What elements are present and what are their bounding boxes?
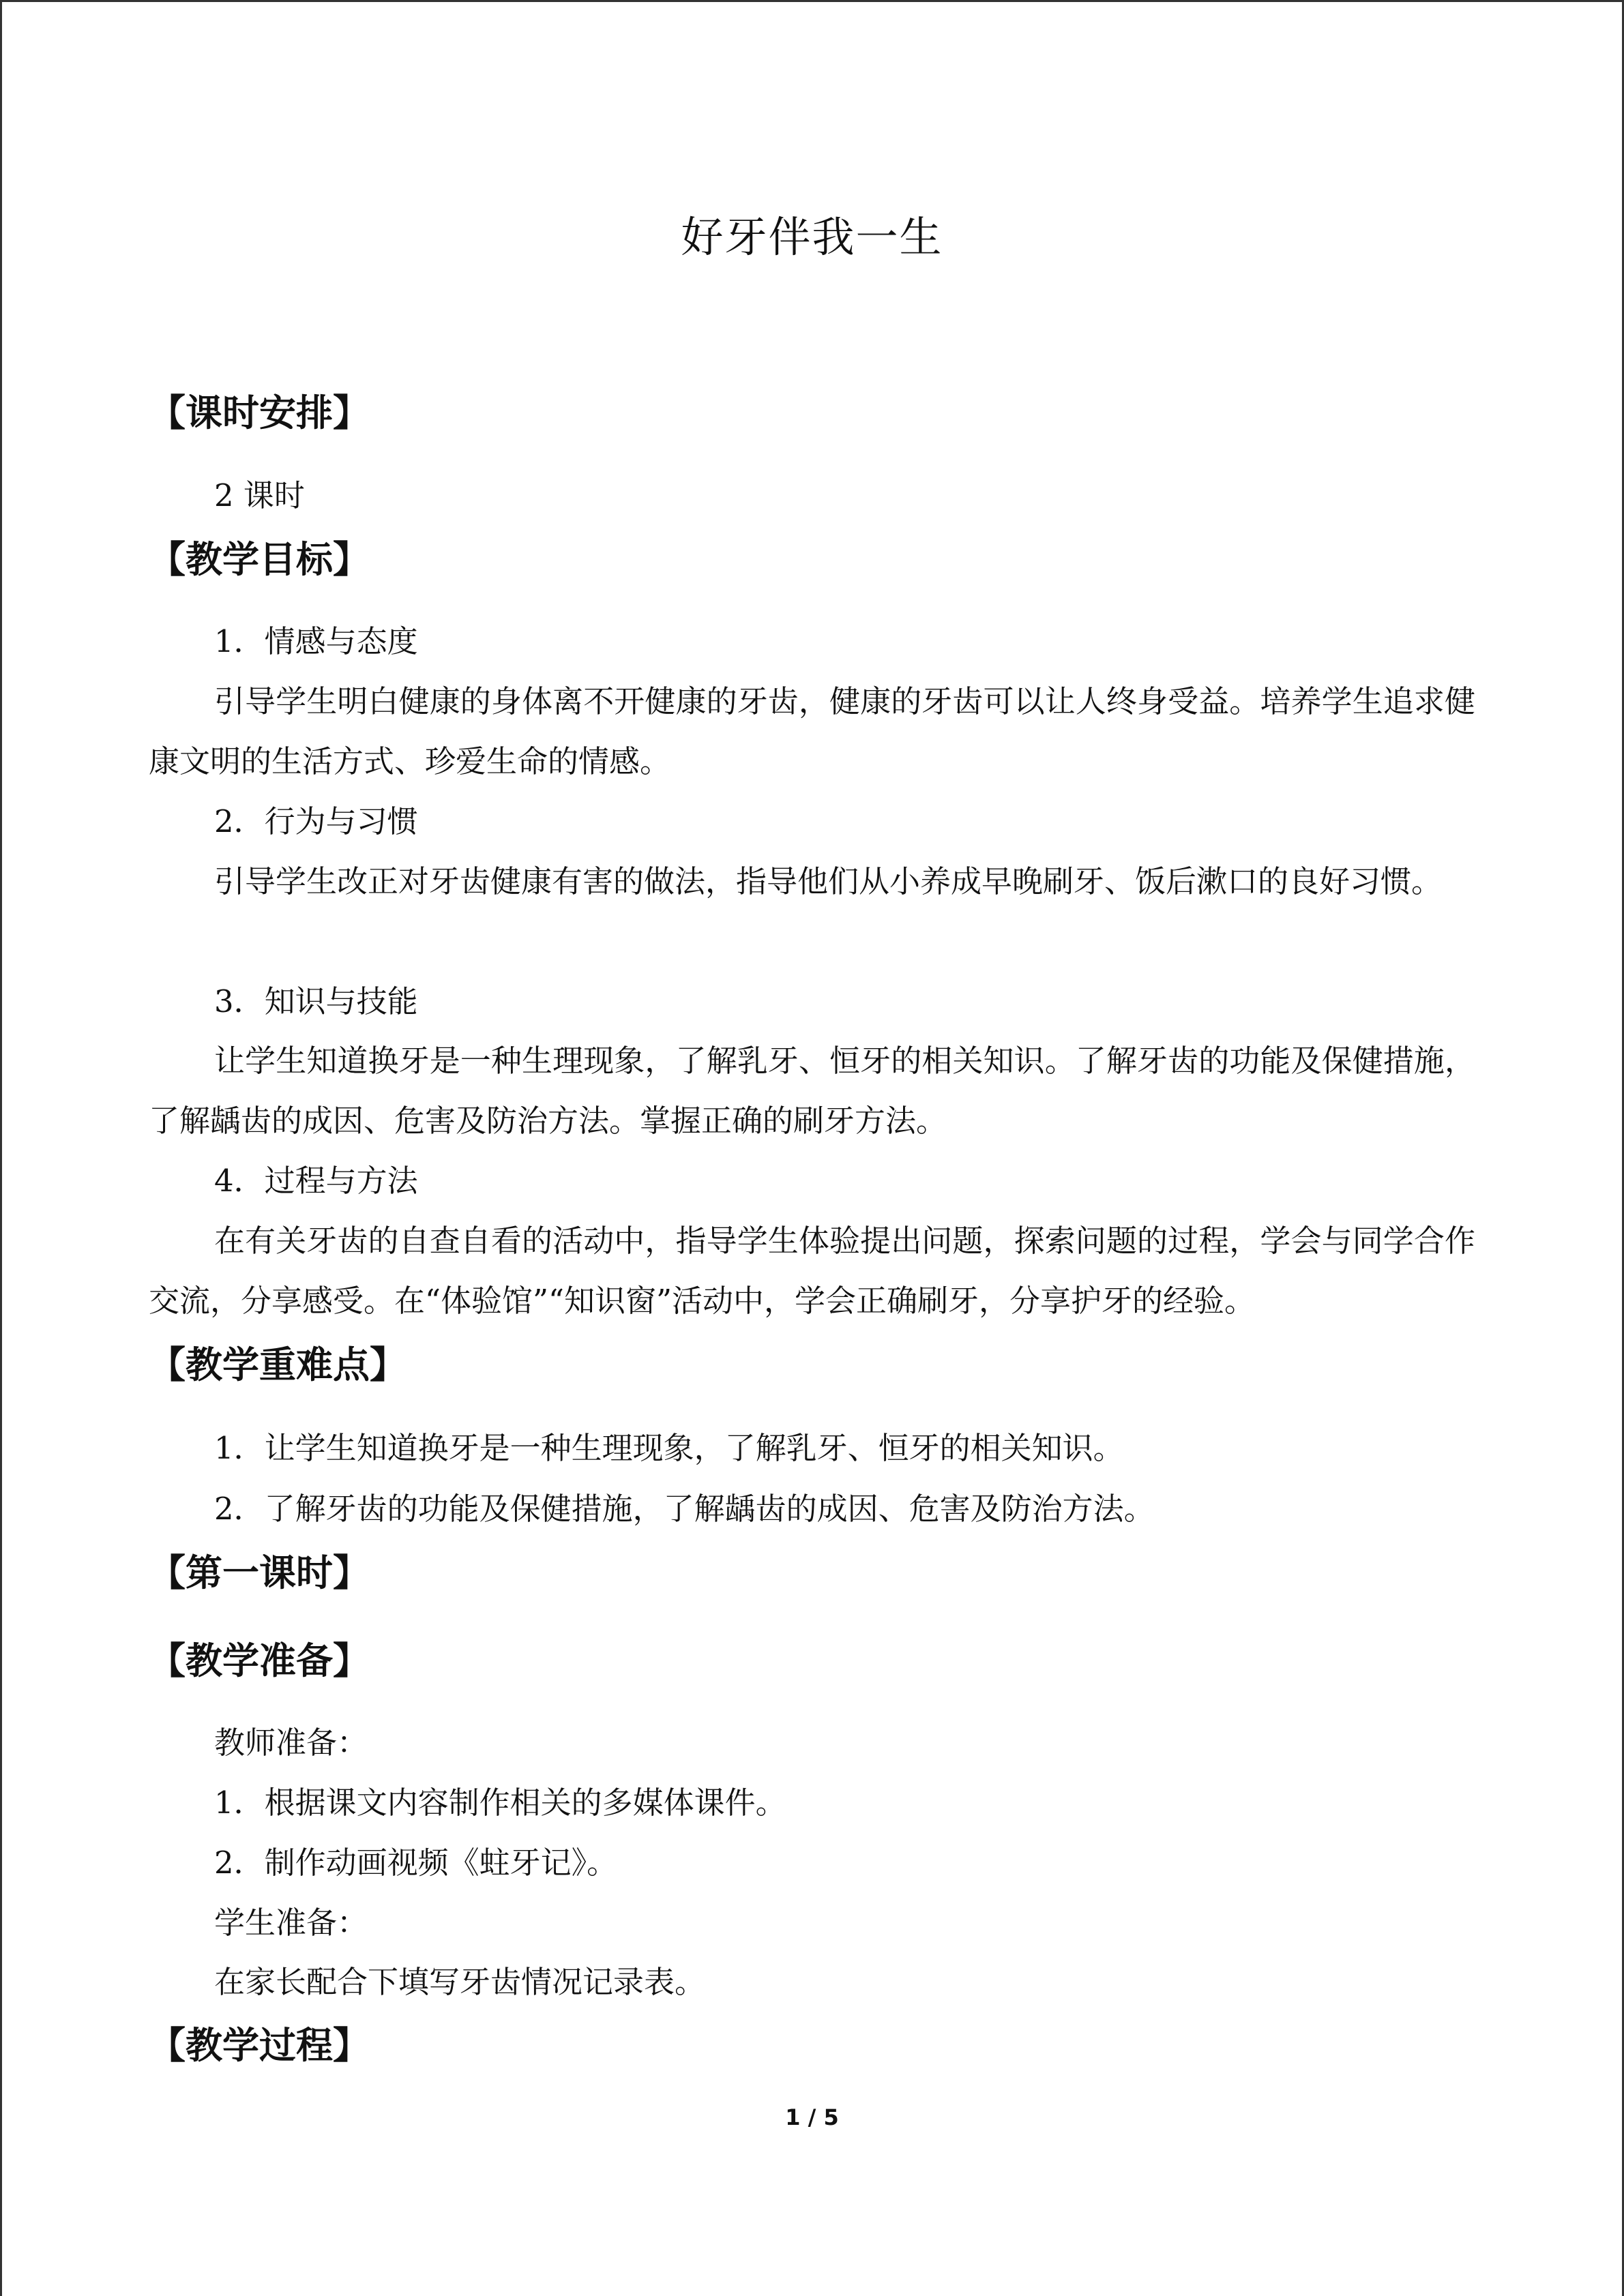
goal-4-title: 4．过程与方法 [214, 1163, 418, 1199]
goal-3-text: 让学生知道换牙是一种生理现象，了解乳牙、恒牙的相关知识。了解牙齿的功能及保健措施，了解龋齿的成因、危害及防治方法。掌握正确的刷牙方法。 [149, 1043, 1475, 1139]
key-point-2: 2．了解牙齿的功能及保健措施，了解龋齿的成因、危害及防治方法。 [214, 1491, 1155, 1527]
key-point-1: 1．让学生知道换牙是一种生理现象，了解乳牙、恒牙的相关知识。 [214, 1430, 1124, 1466]
student-prep-item-1: 在家长配合下填写牙齿情况记录表。 [214, 1964, 706, 2000]
heading-process: 【教学过程】 [149, 2024, 370, 2067]
goal-1-text: 引导学生明白健康的身体离不开健康的牙齿，健康的牙齿可以让人终身受益。培养学生追求健康文明的生活方式、珍爱生命的情感。 [149, 683, 1475, 779]
goal-3-title: 3．知识与技能 [214, 983, 418, 1019]
teacher-prep-item-2: 2．制作动画视频《蛀牙记》。 [214, 1845, 618, 1881]
goal-2-title: 2．行为与习惯 [214, 803, 418, 839]
document-title: 好牙伴我一生 [681, 212, 943, 262]
heading-schedule: 【课时安排】 [149, 391, 370, 434]
heading-key-points: 【教学重难点】 [149, 1343, 407, 1386]
page-indicator: 1 / 5 [785, 2104, 839, 2130]
goal-4-text: 在有关牙齿的自查自看的活动中，指导学生体验提出问题，探索问题的过程，学会与同学合作交流，分享感受。在“体验馆”“知识窗”活动中，学会正确刷牙，分享护牙的经验。 [149, 1223, 1475, 1319]
goal-2-text: 引导学生改正对牙齿健康有害的做法，指导他们从小养成早晚刷牙、饭后漱口的良好习惯。 [214, 863, 1443, 899]
teacher-prep-item-1: 1．根据课文内容制作相关的多媒体课件。 [214, 1785, 786, 1821]
student-prep-label: 学生准备： [214, 1905, 368, 1941]
goal-1-title: 1．情感与态度 [214, 623, 418, 659]
heading-goals: 【教学目标】 [149, 538, 370, 581]
schedule-text: 2 课时 [214, 477, 305, 513]
heading-preparation: 【教学准备】 [149, 1639, 370, 1682]
heading-first-lesson: 【第一课时】 [149, 1551, 370, 1594]
teacher-prep-label: 教师准备： [214, 1725, 368, 1761]
